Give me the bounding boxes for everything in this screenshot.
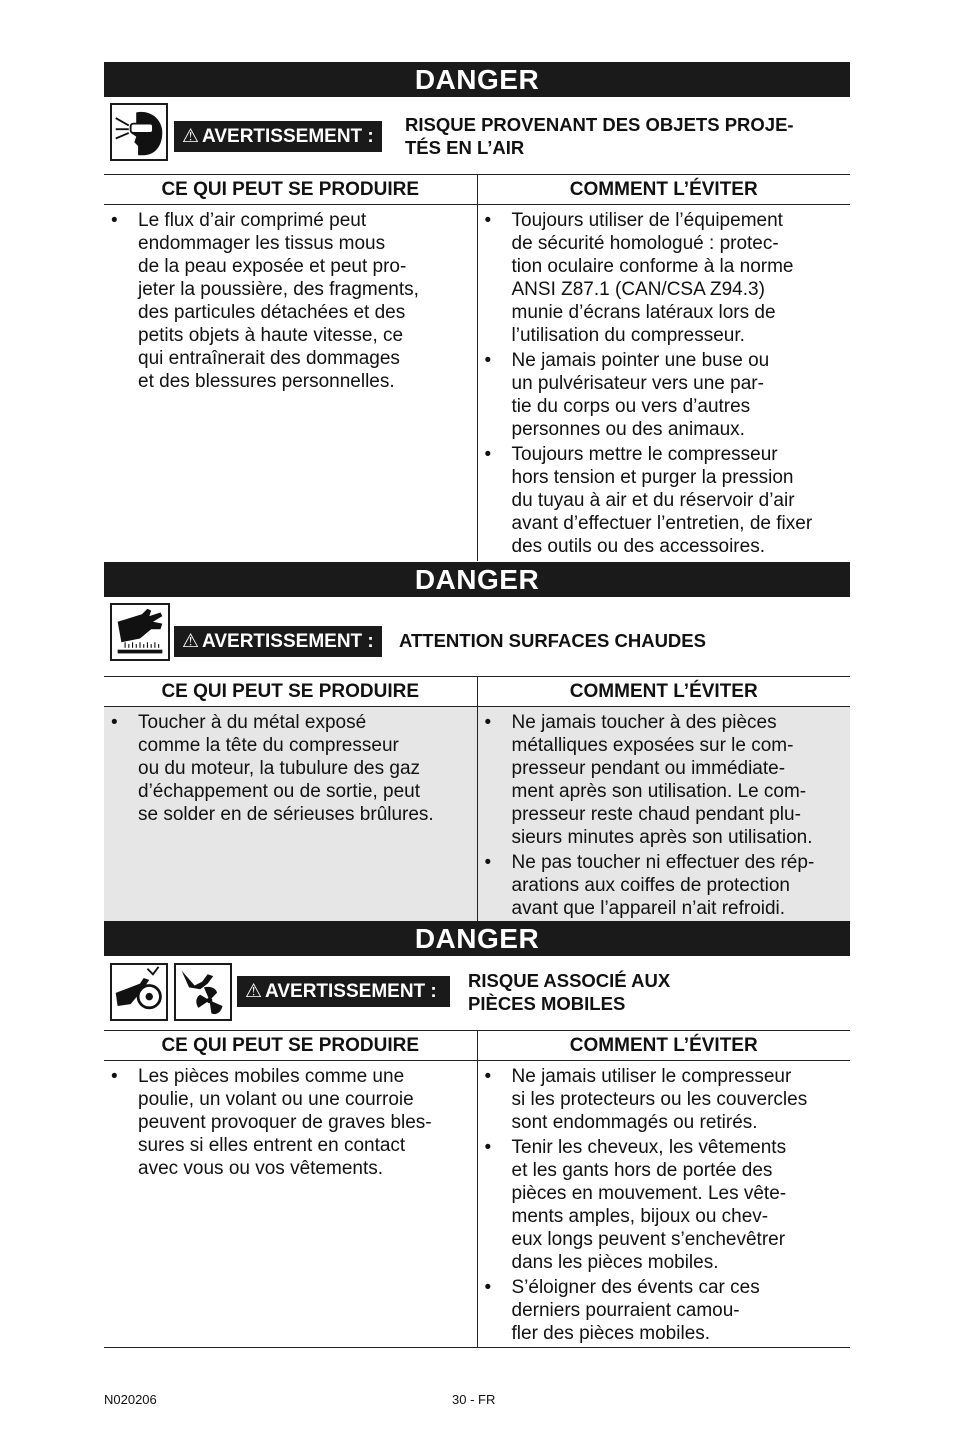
bullet-line: Ne pas toucher ni effectuer des rép- [511,852,815,873]
bullet-line: Ne jamais utiliser le compresseur [511,1066,792,1087]
bullet-line: avec vous ou vos vêtements. [138,1158,384,1179]
bullet-line: Les pièces mobiles comme une [138,1066,405,1087]
danger-section-flying-objects [104,62,850,557]
document-code: N020206 [104,1392,157,1407]
bullet-item [512,1136,843,1274]
bullet-line: Toujours mettre le compresseur [511,444,778,465]
bullet-line: tie du corps ou vers d’autres [511,396,751,417]
what-can-happen-list [104,711,477,826]
eye-protection-icon [110,103,168,161]
column-header-how-to-avoid: COMMENT L’ÉVITER [477,175,850,205]
bullet-line: avant d’effectuer l’entretien, de fixer [511,513,813,534]
bullet-line: dans les pièces mobiles. [511,1252,719,1273]
what-can-happen-list [104,209,477,393]
bullet-item [512,209,843,347]
danger-banner: DANGER [104,562,850,597]
bullet-line: Ne jamais toucher à des pièces [511,712,777,733]
bullet-line: petits objets à haute vitesse, ce [138,325,404,346]
warning-triangle-icon: ⚠ [182,126,200,147]
bullet-line: Toujours utiliser de l’équipement [511,210,783,231]
bullet-line: Le flux d’air comprimé peut [138,210,367,231]
page-number: 30 - FR [452,1392,496,1407]
bullet-item [138,209,469,393]
warning-badge: ⚠ AVERTISSEMENT : [174,121,382,152]
how-to-avoid-cell [477,707,850,924]
warning-row [104,97,850,174]
danger-banner: DANGER [104,62,850,97]
bullet-item [138,1065,469,1180]
bullet-item [512,1276,843,1345]
bullet-item [512,349,843,441]
danger-section-moving-parts [104,921,850,1344]
bullet-line: jeter la poussière, des fragments, [138,279,419,300]
bullet-line: comme la tête du compresseur [138,735,399,756]
column-header-what-can-happen: CE QUI PEUT SE PRODUIRE [104,175,477,205]
pulley-hand-icon [110,963,168,1021]
bullet-line: hors tension et purger la pression [511,467,794,488]
what-can-happen-cell [104,1061,477,1348]
warning-triangle-icon: ⚠ [245,981,263,1002]
bullet-line: arations aux coiffes de protection [511,875,790,896]
bullet-line: l’utilisation du compresseur. [511,325,745,346]
bullet-line: fler des pièces mobiles. [511,1323,711,1344]
bullet-line: Tenir les cheveux, les vêtements [511,1137,787,1158]
bullet-line: un pulvérisateur vers une par- [511,373,764,394]
how-to-avoid-list [478,711,851,920]
bullet-line: si les protecteurs ou les couvercles [511,1089,808,1110]
bullet-line: ment après son utilisation. Le com- [511,781,807,802]
warning-row [104,956,850,1030]
bullet-line: eux longs peuvent s’enchevêtrer [511,1229,786,1250]
bullet-line: sont endommagés ou retirés. [511,1112,758,1133]
how-to-avoid-cell [477,205,850,562]
bullet-line: presseur reste chaud pendant plu- [511,804,801,825]
column-header-what-can-happen: CE QUI PEUT SE PRODUIRE [104,677,477,707]
bullet-line: endommager les tissus mous [138,233,386,254]
bullet-item [512,711,843,849]
bullet-line: peuvent provoquer de graves bles- [138,1112,432,1133]
bullet-line: pièces en mouvement. Les vête- [511,1183,787,1204]
bullet-line: et les gants hors de portée des [511,1160,773,1181]
how-to-avoid-cell [477,1061,850,1348]
bullet-line: personnes ou des animaux. [511,419,745,440]
hazard-title: ATTENTION SURFACES CHAUDES [399,630,706,651]
bullet-line: des outils ou des accessoires. [511,536,765,557]
what-can-happen-cell [104,205,477,562]
bullet-line: sieurs minutes après son utilisation. [511,827,813,848]
bullet-line: tion oculaire conforme à la norme [511,256,794,277]
bullet-line: Ne jamais pointer une buse ou [511,350,770,371]
bullet-line: de sécurité homologué : protec- [511,233,779,254]
bullet-line: de la peau exposée et peut pro- [138,256,407,277]
hazard-table [104,676,850,923]
bullet-item [512,1065,843,1134]
bullet-line: derniers pourraient camou- [511,1300,740,1321]
bullet-line: et des blessures personnelles. [138,371,395,392]
bullet-line: ANSI Z87.1 (CAN/CSA Z94.3) [511,279,765,300]
bullet-line: sures si elles entrent en contact [138,1135,406,1156]
bullet-item [512,851,843,920]
column-header-how-to-avoid: COMMENT L’ÉVITER [477,1031,850,1061]
hazard-table [104,174,850,561]
bullet-line: d’échappement ou de sortie, peut [138,781,421,802]
danger-banner: DANGER [104,921,850,956]
bullet-line: métalliques exposées sur le com- [511,735,794,756]
bullet-line: presseur pendant ou immédiate- [511,758,786,779]
column-header-how-to-avoid: COMMENT L’ÉVITER [477,677,850,707]
warning-triangle-icon: ⚠ [182,631,200,652]
bullet-line: qui entraînerait des dommages [138,348,400,369]
bullet-line: ou du moteur, la tubulure des gaz [138,758,421,779]
warning-badge: ⚠ AVERTISSEMENT : [237,976,450,1007]
what-can-happen-list [104,1065,477,1180]
bullet-line: se solder en de sérieuses brûlures. [138,804,434,825]
how-to-avoid-list [478,209,851,558]
what-can-happen-cell [104,707,477,924]
bullet-item [138,711,469,826]
warning-row [104,597,850,676]
hazard-table [104,1030,850,1348]
bullet-line: Toucher à du métal exposé [138,712,367,733]
bullet-line: S’éloigner des évents car ces [511,1277,760,1298]
how-to-avoid-list [478,1065,851,1345]
fan-hand-icon [174,963,232,1021]
bullet-line: munie d’écrans latéraux lors de [511,302,776,323]
bullet-item [512,443,843,558]
hot-surface-icon [110,603,170,661]
bullet-line: des particules détachées et des [138,302,406,323]
danger-section-hot-surfaces [104,562,850,919]
warning-badge: ⚠ AVERTISSEMENT : [174,626,382,657]
column-header-what-can-happen: CE QUI PEUT SE PRODUIRE [104,1031,477,1061]
bullet-line: du tuyau à air et du réservoir d’air [511,490,795,511]
bullet-line: avant que l’appareil n’ait refroidi. [511,898,786,919]
bullet-line: poulie, un volant ou une courroie [138,1089,414,1110]
hazard-title: RISQUE PROVENANT DES OBJETS PROJE- TÉS EN L’AIR [405,114,794,158]
hazard-title: RISQUE ASSOCIÉ AUX PIÈCES MOBILES [468,970,671,1014]
bullet-line: ments amples, bijoux ou chev- [511,1206,769,1227]
